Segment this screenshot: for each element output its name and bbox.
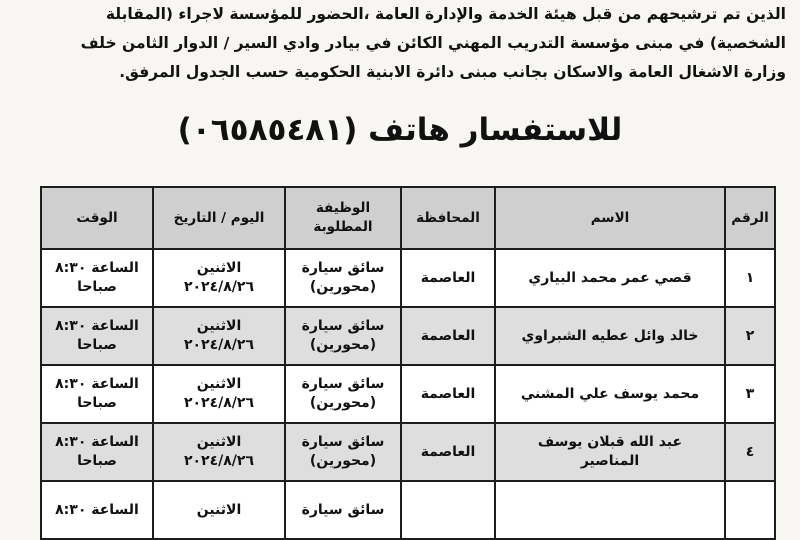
row-time-line-1: الساعة ٨:٣٠ <box>55 260 139 276</box>
row-time <box>41 249 153 307</box>
row-date-value: ٢٠٢٤/٨/٢٦ <box>183 453 255 469</box>
row-job-line-1: سائق سيارة <box>301 434 385 450</box>
table-row <box>41 365 775 423</box>
row-job-line-1: سائق سيارة <box>301 501 385 518</box>
intro-paragraph <box>22 0 786 87</box>
row-date-day: الاثنين <box>196 501 242 518</box>
row-date <box>153 365 285 423</box>
row-time-line-2: صباحا <box>77 337 117 353</box>
row-time-line-1: الساعة ٨:٣٠ <box>55 434 139 450</box>
row-name <box>495 307 725 365</box>
table-row <box>41 249 775 307</box>
row-date-value: ٢٠٢٤/٨/٢٦ <box>183 279 255 295</box>
table-row <box>41 423 775 481</box>
row-time-line-2: صباحا <box>77 453 117 469</box>
row-job-line-2: (محورين) <box>309 453 377 469</box>
row-governorate: العاصمة <box>401 249 495 307</box>
header-name: الاسم <box>495 187 725 249</box>
row-date-day: الاثنين <box>196 434 242 450</box>
row-date-day: الاثنين <box>196 260 242 276</box>
row-date <box>153 423 285 481</box>
row-governorate <box>401 481 495 539</box>
row-time <box>41 365 153 423</box>
intro-line-3: وزارة الاشغال العامة والاسكان بجانب مبنى دائرة الابنية الحكومية حسب الجدول المرفق. <box>119 63 786 81</box>
row-date-value: ٢٠٢٤/٨/٢٦ <box>183 395 255 411</box>
row-num: ٤ <box>725 423 775 481</box>
row-time <box>41 423 153 481</box>
header-time: الوقت <box>41 187 153 249</box>
row-job-line-1: سائق سيارة <box>301 260 385 276</box>
row-name <box>495 365 725 423</box>
row-time <box>41 481 153 539</box>
row-time-line-1: الساعة ٨:٣٠ <box>55 376 139 392</box>
row-date-day: الاثنين <box>196 318 242 334</box>
row-time-line-2: صباحا <box>77 279 117 295</box>
candidates-table-wrapper <box>40 186 774 540</box>
candidates-table <box>40 186 776 540</box>
row-governorate: العاصمة <box>401 307 495 365</box>
row-job-line-2: (محورين) <box>309 279 377 295</box>
header-date: اليوم / التاريخ <box>153 187 285 249</box>
row-date-value: ٢٠٢٤/٨/٢٦ <box>183 337 255 353</box>
row-governorate: العاصمة <box>401 365 495 423</box>
intro-line-1: الذين تم ترشيحهم من قبل هيئة الخدمة والإدارة العامة ،الحضور للمؤسسة لاجراء (المقابلة <box>105 5 786 23</box>
row-job-line-2: (محورين) <box>309 395 377 411</box>
row-date-day: الاثنين <box>196 376 242 392</box>
intro-line-2: الشخصية) في مبنى مؤسسة التدريب المهني الكائن في بيادر وادي السير / الدوار الثامن خلف <box>80 34 786 52</box>
table-row <box>41 481 775 539</box>
row-job-line-1: سائق سيارة <box>301 318 385 334</box>
row-job <box>285 481 401 539</box>
row-governorate: العاصمة <box>401 423 495 481</box>
table-row <box>41 307 775 365</box>
row-job <box>285 365 401 423</box>
row-num: ٣ <box>725 365 775 423</box>
header-job-line-1: الوظيفة <box>315 200 371 216</box>
header-job <box>285 187 401 249</box>
row-name <box>495 423 725 481</box>
row-name <box>495 481 725 539</box>
row-name-line-1: قصي عمر محمد البياري <box>528 269 692 286</box>
row-job-line-1: سائق سيارة <box>301 376 385 392</box>
row-num: ٢ <box>725 307 775 365</box>
row-name-line-1: محمد يوسف علي المشني <box>520 385 700 402</box>
row-job <box>285 307 401 365</box>
row-date <box>153 307 285 365</box>
table-header-row <box>41 187 775 249</box>
row-time-line-2: صباحا <box>77 395 117 411</box>
row-time-line-1: الساعة ٨:٣٠ <box>55 318 139 334</box>
header-num: الرقم <box>725 187 775 249</box>
row-time-line-1: الساعة ٨:٣٠ <box>55 501 139 518</box>
row-job <box>285 249 401 307</box>
row-date <box>153 481 285 539</box>
inquiry-phone: للاستفسار هاتف (٠٦٥٨٥٤٨١) <box>177 112 623 148</box>
row-num <box>725 481 775 539</box>
row-name-line-2: المناصير <box>580 453 640 469</box>
row-name <box>495 249 725 307</box>
row-job-line-2: (محورين) <box>309 337 377 353</box>
row-date <box>153 249 285 307</box>
header-governorate: المحافظة <box>401 187 495 249</box>
row-time <box>41 307 153 365</box>
row-num: ١ <box>725 249 775 307</box>
row-name-line-1: عبد الله قبلان يوسف <box>537 434 683 450</box>
header-job-line-2: المطلوبة <box>313 219 373 235</box>
row-job <box>285 423 401 481</box>
row-name-line-1: خالد وائل عطيه الشبراوي <box>521 327 699 344</box>
